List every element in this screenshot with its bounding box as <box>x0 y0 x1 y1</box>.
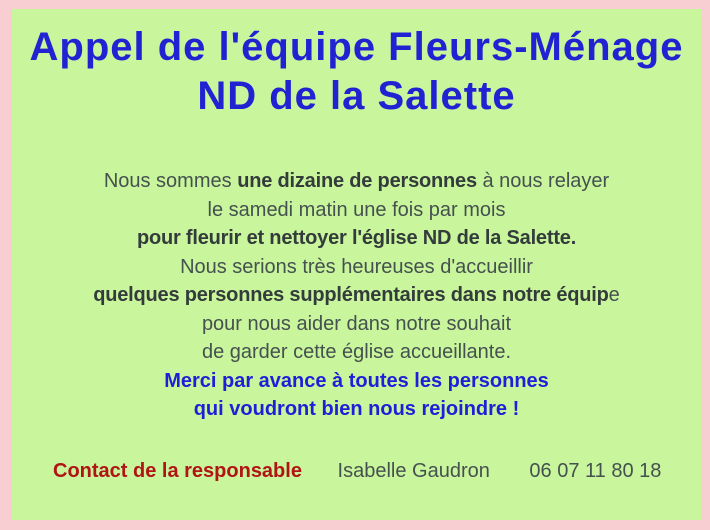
text-segment: quelques personnes supplémentaires dans notre équip <box>93 284 609 306</box>
announcement-panel <box>12 9 701 520</box>
text-segment: pour nous aider dans notre souhait <box>201 312 512 335</box>
text-segment: pour fleurir et nettoyer l'église ND de la Salette. <box>136 227 577 249</box>
body-line <box>12 367 701 396</box>
text-segment: qui voudront bien nous rejoindre ! <box>193 398 520 420</box>
body-line <box>12 281 701 310</box>
announcement-text <box>12 167 701 424</box>
body-line <box>12 338 701 367</box>
text-segment: Merci par avance à toutes les personnes <box>164 369 549 392</box>
body-line <box>12 196 701 225</box>
body-line <box>12 253 701 282</box>
contact-row <box>53 460 701 483</box>
contact-phone: 06 07 11 80 18 <box>529 459 662 482</box>
text-segment: à nous relayer <box>476 170 610 192</box>
text-segment: une dizaine de personnes <box>237 170 477 192</box>
contact-name: Isabelle Gaudron <box>337 459 490 482</box>
text-segment: Nous sommes <box>103 170 238 192</box>
text-segment: le samedi matin une fois par mois <box>207 198 506 221</box>
text-segment: e <box>608 284 620 306</box>
body-line <box>12 395 701 424</box>
body-line <box>12 224 701 253</box>
page-title-line-1: Appel de l'équipe Fleurs-Ménage <box>29 25 684 69</box>
page-title-line-2: ND de la Salette <box>197 74 516 118</box>
body-line <box>12 167 701 196</box>
text-segment: de garder cette église accueillante. <box>201 341 512 363</box>
page-title <box>12 23 701 121</box>
contact-label: Contact de la responsable <box>53 459 302 482</box>
text-segment: Nous serions très heureuses d'accueillir <box>180 255 533 278</box>
body-line <box>12 310 701 339</box>
